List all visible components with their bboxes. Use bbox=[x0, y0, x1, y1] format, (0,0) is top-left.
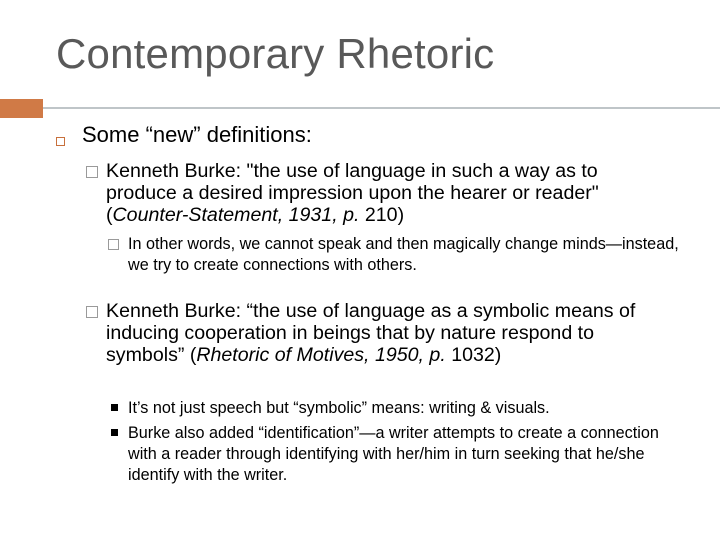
bullet-symbolic-means: It’s not just speech but “symbolic” means: writing & visuals. bbox=[128, 399, 550, 417]
bullet-burke-1931-pre: Kenneth Burke: "the use of language in such a way as to produce a desired impression upon the hearer or reader" ( bbox=[106, 160, 599, 226]
bullet-identification: Burke also added “identification”—a writer attempts to create a connection with a reader through identifying with her/him in turn seeking that he/she identify with the writer. bbox=[128, 424, 659, 484]
bullet-burke-1931 bbox=[106, 160, 666, 226]
square-bullet-icon bbox=[111, 404, 118, 411]
checkbox-bullet-icon bbox=[108, 239, 119, 250]
bullet-burke-1950-pre: Kenneth Burke: “the use of language as a symbolic means of inducing cooperation in beings that by nature respond to symbols” ( bbox=[106, 300, 636, 366]
bullet-burke-1931-citation: Counter-Statement, 1931, p. bbox=[112, 204, 360, 226]
checkbox-bullet-icon bbox=[86, 166, 98, 178]
bullet-in-other-words: In other words, we cannot speak and then magically change minds—instead, we try to create connections with others. bbox=[128, 235, 679, 274]
bullet-burke-1950 bbox=[106, 300, 666, 366]
checkbox-bullet-icon bbox=[86, 306, 98, 318]
bullet-burke-1931-post: 210) bbox=[359, 204, 405, 226]
square-bullet-icon bbox=[111, 429, 118, 436]
hollow-square-bullet-icon bbox=[56, 137, 65, 146]
bullet-level1: Some “new” definitions: bbox=[82, 122, 312, 147]
bullet-burke-1950-post: 1032) bbox=[445, 344, 502, 366]
bullet-burke-1950-citation: Rhetoric of Motives, 1950, p. bbox=[196, 344, 446, 366]
slide-title: Contemporary Rhetoric bbox=[56, 30, 495, 77]
